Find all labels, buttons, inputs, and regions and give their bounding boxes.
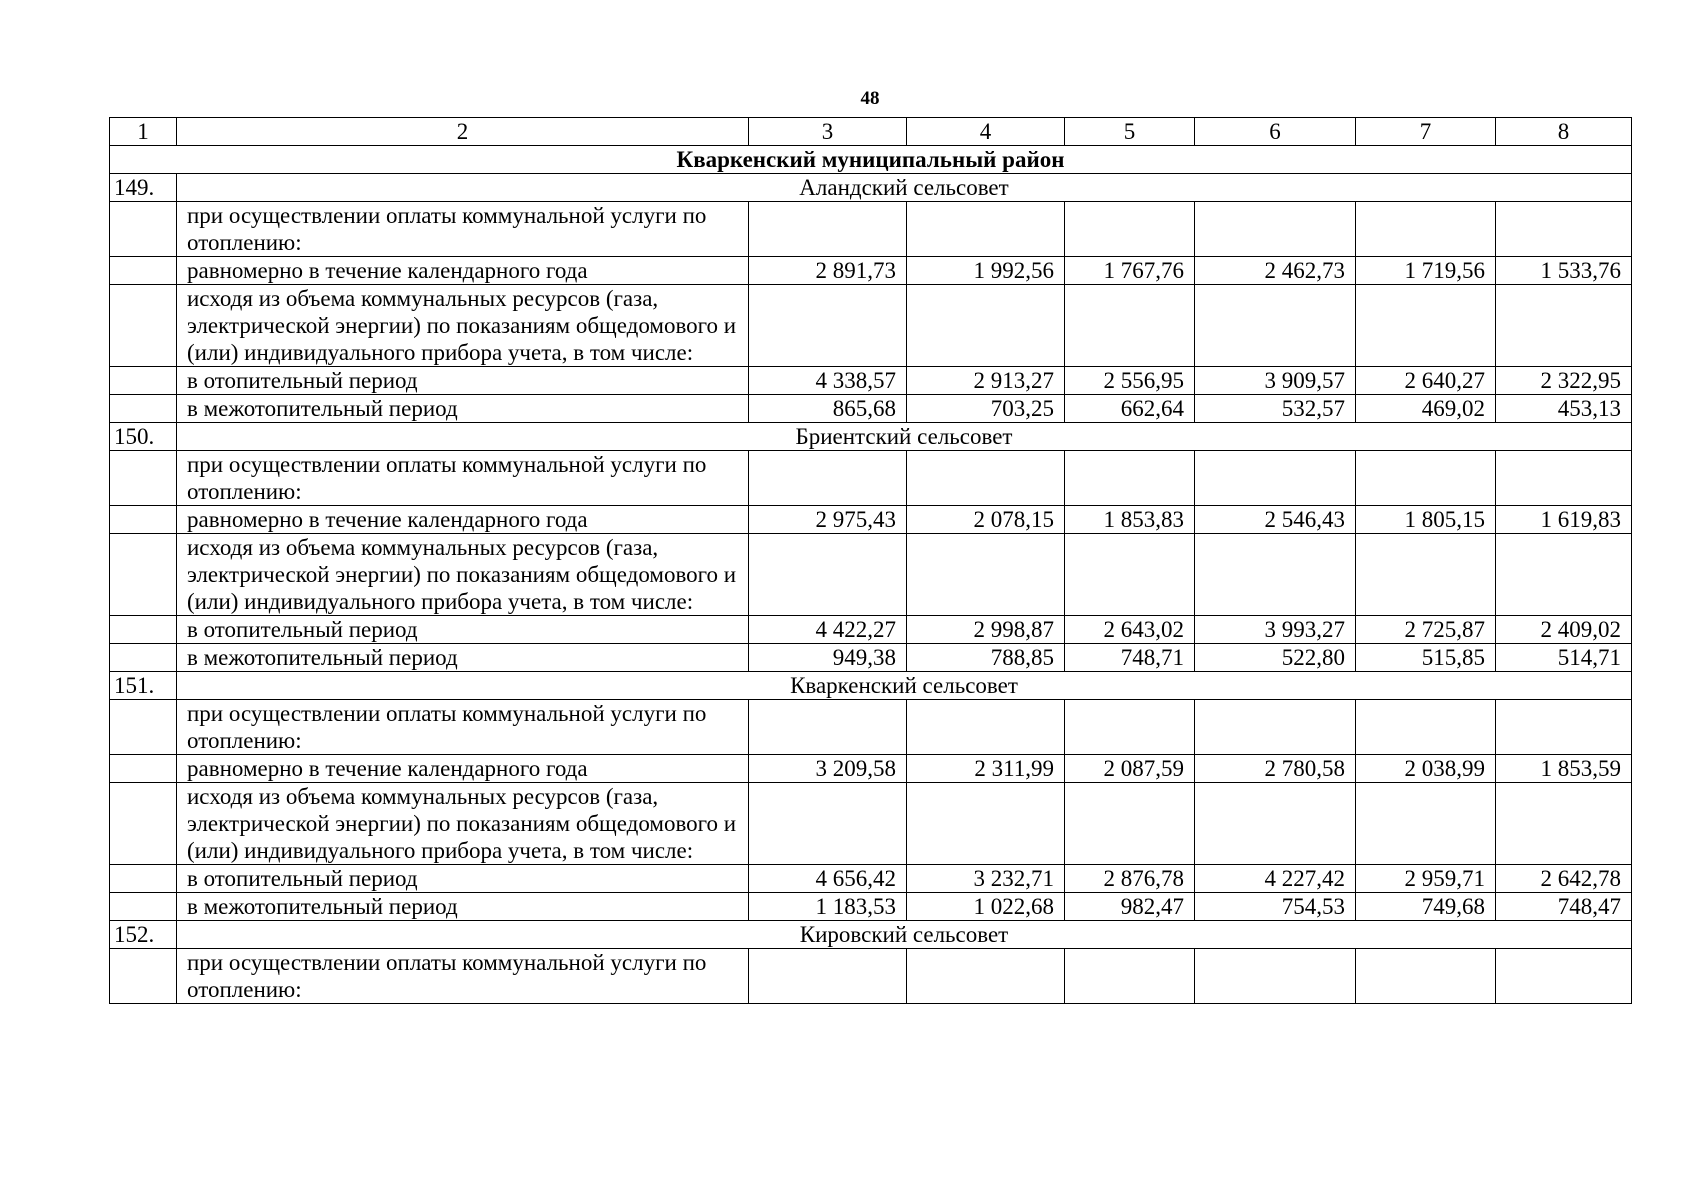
column-number: 5	[1065, 118, 1195, 146]
value-cell	[749, 202, 907, 257]
value-cell: 1 183,53	[749, 893, 907, 921]
value-cell	[1065, 285, 1195, 367]
value-cell: 3 993,27	[1195, 616, 1356, 644]
value-cell	[1065, 534, 1195, 616]
empty-index-cell	[110, 451, 177, 506]
value-cell	[907, 285, 1065, 367]
empty-index-cell	[110, 949, 177, 1004]
value-cell: 2 322,95	[1496, 367, 1632, 395]
row-label: в межотопительный период	[177, 644, 749, 672]
value-cell	[1195, 202, 1356, 257]
value-cell: 1 853,83	[1065, 506, 1195, 534]
council-name: Кировский сельсовет	[177, 921, 1632, 949]
value-cell	[1195, 451, 1356, 506]
value-cell: 2 998,87	[907, 616, 1065, 644]
value-cell: 2 959,71	[1356, 865, 1496, 893]
value-cell	[907, 949, 1065, 1004]
value-cell: 754,53	[1195, 893, 1356, 921]
page-number: 48	[860, 88, 880, 109]
table-body	[110, 118, 1632, 1004]
value-cell: 662,64	[1065, 395, 1195, 423]
value-cell: 2 725,87	[1356, 616, 1496, 644]
value-cell: 4 656,42	[749, 865, 907, 893]
table-row	[110, 783, 1632, 865]
value-cell	[1065, 700, 1195, 755]
value-cell	[749, 949, 907, 1004]
value-cell: 514,71	[1496, 644, 1632, 672]
empty-index-cell	[110, 285, 177, 367]
value-cell: 515,85	[1356, 644, 1496, 672]
value-cell: 2 975,43	[749, 506, 907, 534]
value-cell: 2 876,78	[1065, 865, 1195, 893]
value-cell: 748,71	[1065, 644, 1195, 672]
value-cell: 4 227,42	[1195, 865, 1356, 893]
column-number: 4	[907, 118, 1065, 146]
council-index: 151.	[110, 672, 177, 700]
value-cell	[749, 783, 907, 865]
value-cell	[907, 783, 1065, 865]
value-cell: 2 087,59	[1065, 755, 1195, 783]
row-label: при осуществлении оплаты коммунальной услуги по отоплению:	[177, 949, 749, 1004]
value-cell: 2 642,78	[1496, 865, 1632, 893]
value-cell: 3 209,58	[749, 755, 907, 783]
column-number: 2	[177, 118, 749, 146]
row-label: в межотопительный период	[177, 395, 749, 423]
value-cell: 1 533,76	[1496, 257, 1632, 285]
empty-index-cell	[110, 506, 177, 534]
value-cell: 1 719,56	[1356, 257, 1496, 285]
empty-index-cell	[110, 644, 177, 672]
value-cell: 2 409,02	[1496, 616, 1632, 644]
value-cell	[1356, 451, 1496, 506]
row-label: исходя из объема коммунальных ресурсов (газа, электрической энергии) по показаниям общедомового и (или) индивидуального прибора учета, в том числе:	[177, 534, 749, 616]
empty-index-cell	[110, 257, 177, 285]
value-cell: 2 556,95	[1065, 367, 1195, 395]
value-cell	[749, 534, 907, 616]
value-cell: 453,13	[1496, 395, 1632, 423]
table-row	[110, 285, 1632, 367]
empty-index-cell	[110, 202, 177, 257]
table-row	[110, 893, 1632, 921]
value-cell: 2 462,73	[1195, 257, 1356, 285]
column-number: 3	[749, 118, 907, 146]
column-number: 1	[110, 118, 177, 146]
row-label: равномерно в течение календарного года	[177, 506, 749, 534]
empty-index-cell	[110, 783, 177, 865]
value-cell: 522,80	[1195, 644, 1356, 672]
value-cell: 2 640,27	[1356, 367, 1496, 395]
empty-index-cell	[110, 865, 177, 893]
empty-index-cell	[110, 893, 177, 921]
value-cell	[907, 202, 1065, 257]
row-label: равномерно в течение календарного года	[177, 257, 749, 285]
value-cell	[1496, 700, 1632, 755]
column-number-row	[110, 118, 1632, 146]
value-cell: 788,85	[907, 644, 1065, 672]
value-cell: 1 619,83	[1496, 506, 1632, 534]
council-index: 150.	[110, 423, 177, 451]
empty-index-cell	[110, 755, 177, 783]
empty-index-cell	[110, 395, 177, 423]
value-cell: 2 311,99	[907, 755, 1065, 783]
value-cell	[1195, 700, 1356, 755]
table-row	[110, 616, 1632, 644]
value-cell: 1 805,15	[1356, 506, 1496, 534]
council-row	[110, 423, 1632, 451]
value-cell: 749,68	[1356, 893, 1496, 921]
row-label: исходя из объема коммунальных ресурсов (газа, электрической энергии) по показаниям общедомового и (или) индивидуального прибора учета, в том числе:	[177, 285, 749, 367]
table-row	[110, 395, 1632, 423]
table-row	[110, 644, 1632, 672]
council-row	[110, 174, 1632, 202]
empty-index-cell	[110, 367, 177, 395]
value-cell	[749, 700, 907, 755]
council-row	[110, 921, 1632, 949]
value-cell	[1496, 285, 1632, 367]
value-cell	[1356, 534, 1496, 616]
value-cell: 2 078,15	[907, 506, 1065, 534]
value-cell: 2 913,27	[907, 367, 1065, 395]
value-cell: 2 643,02	[1065, 616, 1195, 644]
council-index: 152.	[110, 921, 177, 949]
value-cell: 1 022,68	[907, 893, 1065, 921]
value-cell	[749, 285, 907, 367]
table-row	[110, 949, 1632, 1004]
table-row	[110, 367, 1632, 395]
empty-index-cell	[110, 616, 177, 644]
table-row	[110, 451, 1632, 506]
value-cell: 2 546,43	[1195, 506, 1356, 534]
value-cell: 2 038,99	[1356, 755, 1496, 783]
value-cell	[1356, 949, 1496, 1004]
value-cell: 982,47	[1065, 893, 1195, 921]
value-cell	[749, 451, 907, 506]
row-label: при осуществлении оплаты коммунальной услуги по отоплению:	[177, 700, 749, 755]
value-cell: 865,68	[749, 395, 907, 423]
value-cell	[1195, 534, 1356, 616]
value-cell	[1195, 949, 1356, 1004]
value-cell	[1065, 783, 1195, 865]
column-number: 8	[1496, 118, 1632, 146]
value-cell	[1496, 451, 1632, 506]
value-cell	[1496, 534, 1632, 616]
row-label: в межотопительный период	[177, 893, 749, 921]
value-cell	[1496, 202, 1632, 257]
row-label: в отопительный период	[177, 865, 749, 893]
council-row	[110, 672, 1632, 700]
value-cell: 1 853,59	[1496, 755, 1632, 783]
value-cell: 748,47	[1496, 893, 1632, 921]
value-cell	[1496, 949, 1632, 1004]
table-row	[110, 865, 1632, 893]
value-cell: 703,25	[907, 395, 1065, 423]
district-name: Кваркенский муниципальный район	[110, 146, 1632, 174]
row-label: в отопительный период	[177, 367, 749, 395]
value-cell	[1356, 202, 1496, 257]
value-cell	[1356, 700, 1496, 755]
row-label: равномерно в течение календарного года	[177, 755, 749, 783]
row-label: при осуществлении оплаты коммунальной услуги по отоплению:	[177, 451, 749, 506]
value-cell	[1195, 285, 1356, 367]
table-row	[110, 534, 1632, 616]
row-label: в отопительный период	[177, 616, 749, 644]
empty-index-cell	[110, 700, 177, 755]
tariff-table	[109, 117, 1632, 1004]
value-cell: 469,02	[1356, 395, 1496, 423]
table-row	[110, 202, 1632, 257]
value-cell	[1195, 783, 1356, 865]
council-name: Бриентский сельсовет	[177, 423, 1632, 451]
value-cell	[1356, 285, 1496, 367]
value-cell: 1 767,76	[1065, 257, 1195, 285]
district-row	[110, 146, 1632, 174]
row-label: исходя из объема коммунальных ресурсов (газа, электрической энергии) по показаниям общедомового и (или) индивидуального прибора учета, в том числе:	[177, 783, 749, 865]
value-cell	[1065, 202, 1195, 257]
table-row	[110, 755, 1632, 783]
value-cell	[907, 534, 1065, 616]
column-number: 7	[1356, 118, 1496, 146]
value-cell: 1 992,56	[907, 257, 1065, 285]
column-number: 6	[1195, 118, 1356, 146]
value-cell	[1496, 783, 1632, 865]
value-cell: 949,38	[749, 644, 907, 672]
table-row	[110, 506, 1632, 534]
council-name: Кваркенский сельсовет	[177, 672, 1632, 700]
value-cell	[907, 700, 1065, 755]
council-index: 149.	[110, 174, 177, 202]
table-row	[110, 700, 1632, 755]
council-name: Аландский сельсовет	[177, 174, 1632, 202]
value-cell	[1065, 949, 1195, 1004]
table-row	[110, 257, 1632, 285]
value-cell: 3 909,57	[1195, 367, 1356, 395]
value-cell	[1065, 451, 1195, 506]
value-cell: 3 232,71	[907, 865, 1065, 893]
value-cell	[907, 451, 1065, 506]
empty-index-cell	[110, 534, 177, 616]
value-cell: 532,57	[1195, 395, 1356, 423]
value-cell: 4 422,27	[749, 616, 907, 644]
value-cell	[1356, 783, 1496, 865]
value-cell: 2 891,73	[749, 257, 907, 285]
value-cell: 2 780,58	[1195, 755, 1356, 783]
value-cell: 4 338,57	[749, 367, 907, 395]
row-label: при осуществлении оплаты коммунальной услуги по отоплению:	[177, 202, 749, 257]
